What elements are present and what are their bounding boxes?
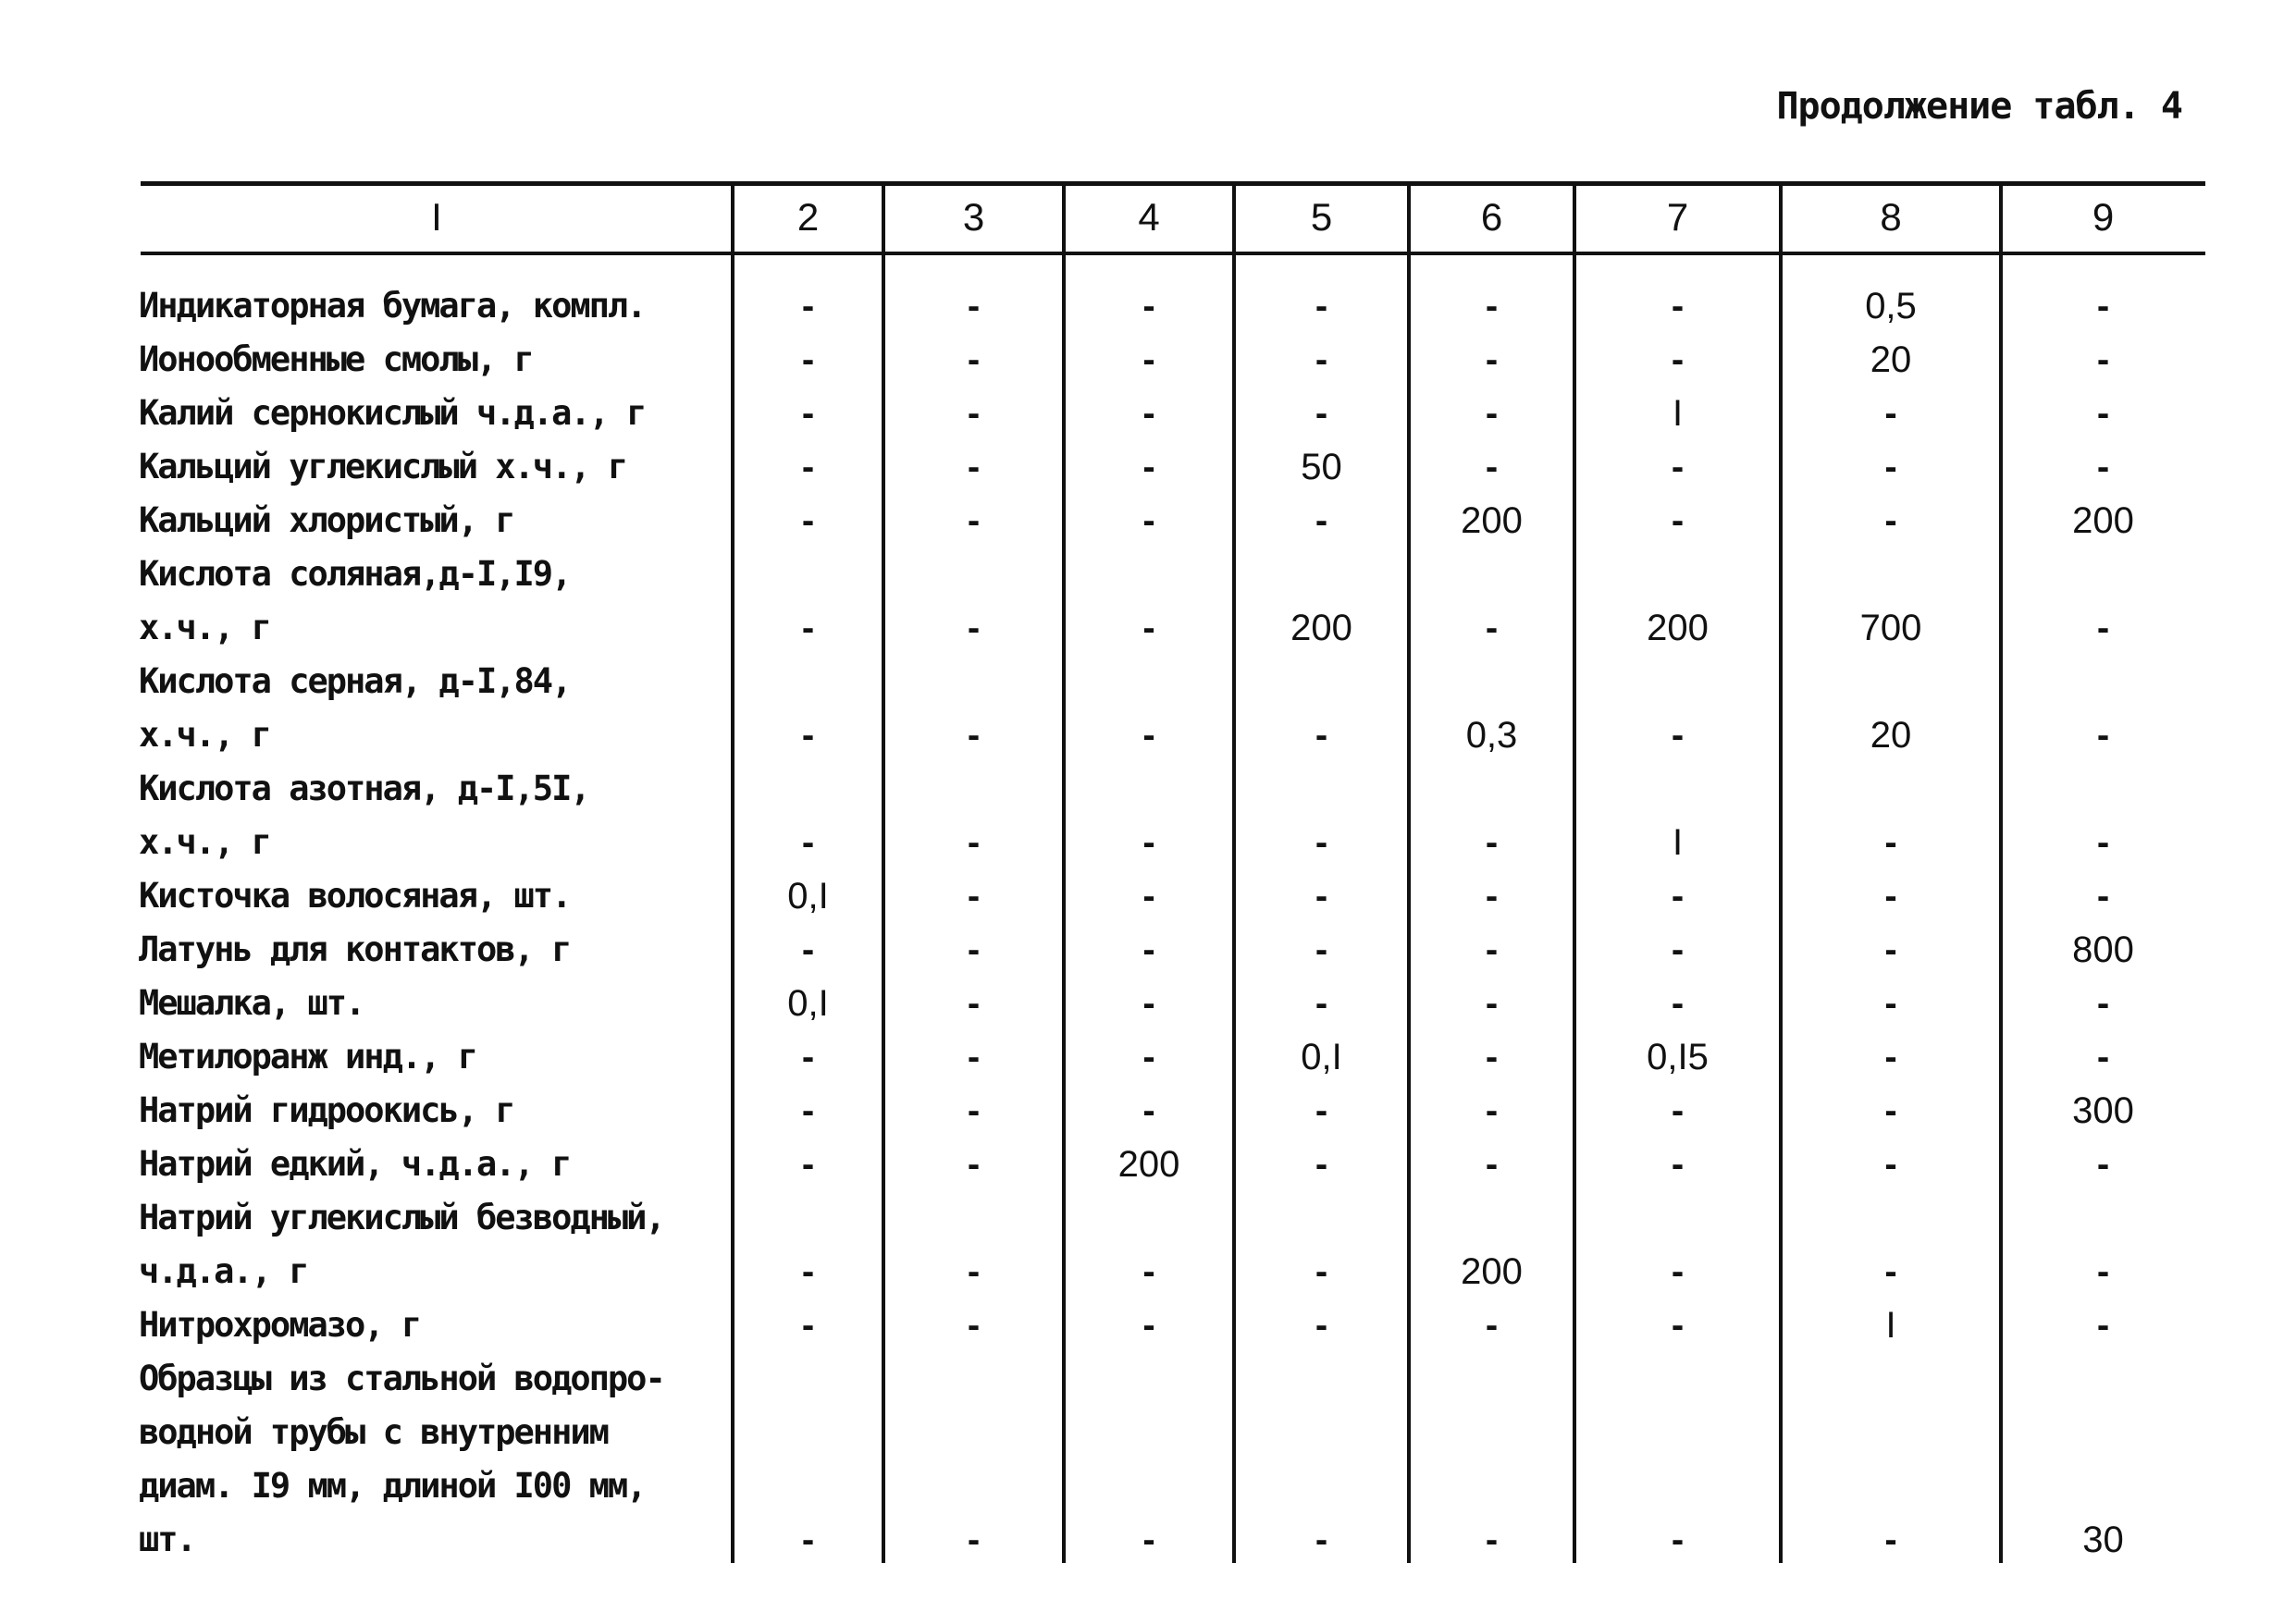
row-label: Метилоранж инд., г [139,1037,476,1077]
table-cell: 800 [2072,929,2134,970]
row-label: х.ч., г [139,715,270,755]
row-label: Кальций хлористый, г [139,500,514,540]
table-cell: - [1884,1520,1897,1560]
column-header: 6 [1480,195,1503,239]
table-cell: - [1485,1037,1499,1077]
table-cell: - [1315,822,1328,863]
table-cell: - [2096,1144,2110,1185]
table-cell: 20 [1870,339,1912,380]
table-cell: - [1884,1251,1897,1292]
table-cell: - [1142,286,1155,326]
table-cell: - [1485,393,1499,434]
table-cell: - [967,339,981,380]
table-cell: - [1315,715,1328,756]
row-label: Натрий углекислый безводный, [139,1198,664,1237]
table-cell: - [1315,1090,1328,1131]
table-cell: - [967,500,981,541]
column-header: 8 [1880,195,1902,239]
table-cell: - [1884,1144,1897,1185]
table-cell: - [1485,286,1499,326]
table-cell: 200 [1461,1251,1523,1292]
table-cell: 200 [1461,500,1523,541]
table-cell: - [1671,983,1685,1024]
table-cell: - [967,1305,981,1346]
table-cell: - [2096,393,2110,434]
table-cell: - [1142,1037,1155,1077]
table-cell: - [1485,1305,1499,1346]
table-cell: - [1485,822,1499,863]
table-cell: - [1884,393,1897,434]
table-cell: - [801,447,815,487]
table-cell: - [801,608,815,648]
table-cell: - [967,715,981,756]
table-cell: - [801,715,815,756]
table-cell: - [967,876,981,917]
table-cell: - [1142,929,1155,970]
table-cell: - [2096,715,2110,756]
table-cell: 0,I5 [1647,1037,1709,1077]
table-cell: - [1671,500,1685,541]
table-cell: - [1485,1090,1499,1131]
table-cell: - [967,1090,981,1131]
table-cell: 50 [1301,447,1342,487]
table-cell: 200 [1117,1144,1180,1185]
header-bottom-rule [141,252,2205,255]
table-cell: - [1315,929,1328,970]
table-cell: 700 [1859,608,1922,648]
table-cell: - [2096,608,2110,648]
table-cell: - [2096,339,2110,380]
table-cell: - [1485,1144,1499,1185]
table-cell: - [1884,822,1897,863]
table-cell: - [1315,1305,1328,1346]
row-label: х.ч., г [139,822,270,862]
table-cell: - [967,983,981,1024]
table-cell: - [801,1520,815,1560]
row-label: Образцы из стальной водопро- [139,1359,664,1398]
table-cell: - [1884,929,1897,970]
table-cell: - [1671,1520,1685,1560]
column-header: 9 [2092,195,2115,239]
table-cell: - [1142,1305,1155,1346]
table-cell: - [2096,286,2110,326]
table-cell: - [801,1144,815,1185]
column-header: 4 [1138,195,1160,239]
column-header: 7 [1666,195,1689,239]
table-cell: - [801,1090,815,1131]
table-cell: 0,3 [1465,715,1518,756]
table-cell: - [1142,1090,1155,1131]
row-label: Нитрохромазо, г [139,1305,421,1345]
table-cell: - [1315,393,1328,434]
table-cell: - [1884,500,1897,541]
table-cell: - [1671,447,1685,487]
table-cell: - [1315,500,1328,541]
table-cell: - [801,1037,815,1077]
table-cell: - [967,822,981,863]
table-caption: Продолжение табл. 4 [1776,85,2182,128]
table-cell: - [801,393,815,434]
table-cell: I [1885,1305,1896,1346]
table-cell: - [2096,983,2110,1024]
row-label: Кисточка волосяная, шт. [139,876,571,916]
table-cell: - [1485,983,1499,1024]
table-cell: - [2096,876,2110,917]
table-cell: - [1315,286,1328,326]
table-cell: - [1884,1090,1897,1131]
table-cell: - [1142,983,1155,1024]
row-label: Индикаторная бумага, компл. [139,286,646,326]
row-label: Мешалка, шт. [139,983,364,1023]
table-cell: I [1672,822,1684,863]
table-cell: - [1142,876,1155,917]
table-cell: 300 [2072,1090,2134,1131]
table-cell: - [801,1305,815,1346]
table-cell: - [801,1251,815,1292]
table-cell: - [1315,1144,1328,1185]
table-cell: - [1315,1251,1328,1292]
table-cell: - [1884,447,1897,487]
table-cell: - [1671,715,1685,756]
table-cell: 0,I [787,983,829,1024]
table-cell: - [1671,1144,1685,1185]
table-cell: - [1671,1090,1685,1131]
table-cell: - [1485,339,1499,380]
table-cell: 0,I [1301,1037,1342,1077]
table-cell: - [1315,339,1328,380]
column-header: 3 [962,195,985,239]
table-cell: 20 [1870,715,1912,756]
row-label: Ионообменные смолы, г [139,339,533,379]
table-cell: - [1485,1520,1499,1560]
table-cell: 0,5 [1865,286,1917,326]
table-cell: - [1671,339,1685,380]
table-cell: - [1142,339,1155,380]
table-cell: - [801,339,815,380]
table-cell: - [2096,822,2110,863]
table-cell: - [967,286,981,326]
row-label: ч.д.а., г [139,1251,308,1291]
row-label: Латунь для контактов, г [139,929,571,969]
row-label: Кислота соляная,д-I,I9, [139,554,571,594]
table-cell: - [1142,393,1155,434]
table-cell: 30 [2082,1520,2124,1560]
table-cell: - [1485,608,1499,648]
table-cell: - [967,1037,981,1077]
table-cell: - [801,286,815,326]
table-cell: - [1142,822,1155,863]
table-cell: - [967,393,981,434]
table-cell: - [1671,286,1685,326]
row-label: х.ч., г [139,608,270,647]
table-cell: - [1671,876,1685,917]
table-cell: - [1142,500,1155,541]
row-label: водной трубы с внутренним [139,1412,608,1452]
table-cell: - [1485,876,1499,917]
table-cell: - [967,929,981,970]
row-label: шт. [139,1520,195,1559]
table-cell: - [1315,876,1328,917]
table-cell: - [967,447,981,487]
table-cell: - [967,1520,981,1560]
table-cell: - [967,608,981,648]
table-cell: - [1315,983,1328,1024]
table-cell: - [1884,1037,1897,1077]
row-label: диам. I9 мм, длиной I00 мм, [139,1466,646,1506]
row-label: Калий сернокислый ч.д.а., г [139,393,646,433]
table-top-rule [141,181,2205,186]
row-label: Кислота азотная, д-I,5I, [139,769,589,808]
table-cell: - [2096,447,2110,487]
table-cell: 200 [2072,500,2134,541]
table-cell: - [1142,608,1155,648]
table-cell: - [1884,876,1897,917]
table-cell: - [1671,929,1685,970]
table-cell: - [1142,1251,1155,1292]
column-header: 5 [1310,195,1333,239]
column-header: I [431,195,442,239]
table-cell: - [1485,447,1499,487]
table-cell: 200 [1290,608,1352,648]
row-label: Кальций углекислый х.ч., г [139,447,627,486]
table-cell: - [801,500,815,541]
table-cell: 200 [1647,608,1709,648]
table-cell: - [1142,447,1155,487]
row-label: Натрий гидроокись, г [139,1090,514,1130]
table-cell: - [1142,715,1155,756]
table-cell: - [801,929,815,970]
table-cell: - [1315,1520,1328,1560]
table-cell: - [1884,983,1897,1024]
table-cell: - [1671,1251,1685,1292]
table-cell: - [1485,929,1499,970]
row-label: Натрий едкий, ч.д.а., г [139,1144,571,1184]
table-cell: - [1671,1305,1685,1346]
table-cell: - [2096,1305,2110,1346]
table-cell: - [1142,1520,1155,1560]
table-cell: - [2096,1251,2110,1292]
table-cell: - [2096,1037,2110,1077]
row-label: Кислота серная, д-I,84, [139,661,571,701]
table-cell: 0,I [787,876,829,917]
table-cell: I [1672,393,1684,434]
table-cell: - [801,822,815,863]
table-cell: - [967,1251,981,1292]
column-header: 2 [796,195,820,239]
table-cell: - [967,1144,981,1185]
